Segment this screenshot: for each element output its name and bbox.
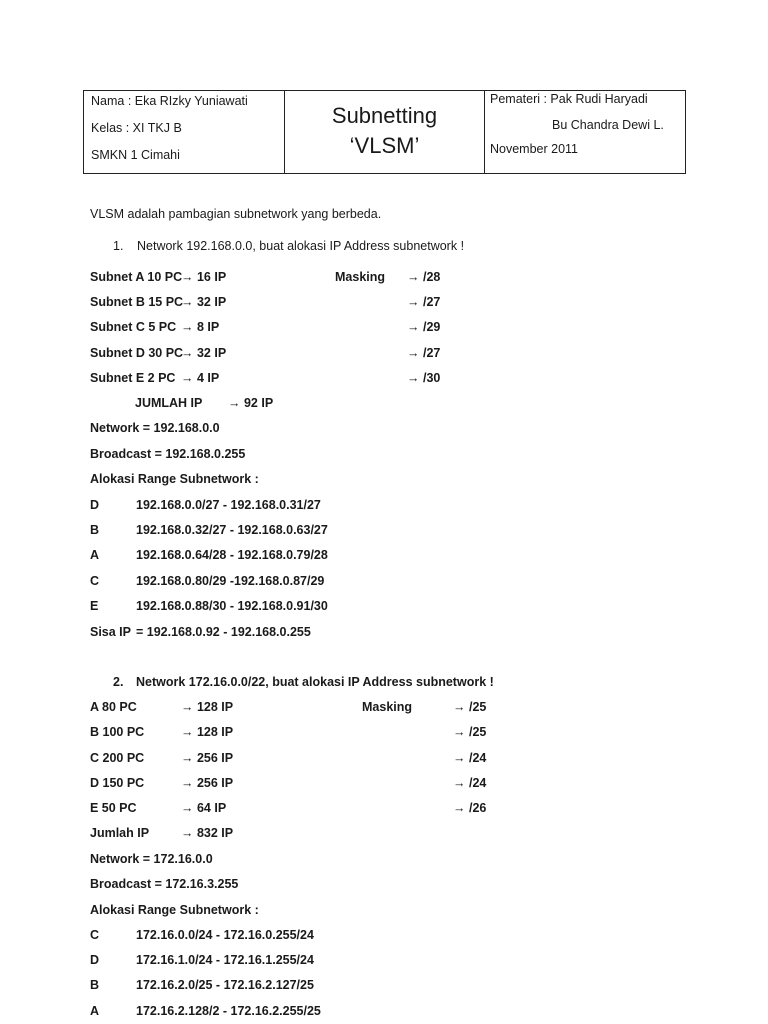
q1-sisa-label: Sisa IP xyxy=(90,625,131,639)
q2-subnet-a-ip: → 128 IP xyxy=(181,700,234,714)
q2-range-id: D xyxy=(90,953,100,967)
q1-range-value: 192.168.0.64/28 - 192.168.0.79/28 xyxy=(136,548,328,562)
student-class: Kelas : XI TKJ B xyxy=(91,121,182,135)
q2-subnet-b-mask: → /25 xyxy=(453,725,487,739)
q1-subnet-d-ip: → 32 IP xyxy=(181,346,227,360)
q2-subnet-a-name: A 80 PC xyxy=(90,700,137,714)
q2-subnet-c-mask: → /24 xyxy=(453,751,487,765)
q1-subnet-a-ip: → 16 IP xyxy=(181,270,227,284)
q1-range-id: B xyxy=(90,523,100,537)
q2-subnet-b-ip: → 128 IP xyxy=(181,725,234,739)
q2-subnet-b-name: B 100 PC xyxy=(90,725,145,739)
q2-network: Network = 172.16.0.0 xyxy=(90,852,213,866)
school-name: SMKN 1 Cimahi xyxy=(91,148,180,162)
q2-subnet-e-name: E 50 PC xyxy=(90,801,137,815)
header-table xyxy=(83,90,686,174)
q1-subnet-c-name: Subnet C 5 PC xyxy=(90,320,177,334)
intro-text: VLSM adalah pambagian subnetwork yang berbeda. xyxy=(90,207,382,221)
q2-alokasi-label: Alokasi Range Subnetwork : xyxy=(90,903,259,917)
q2-subnet-a-mask: → /25 xyxy=(453,700,487,714)
q2-total-label: Jumlah IP xyxy=(90,826,150,840)
q2-range-value: 172.16.1.0/24 - 172.16.1.255/24 xyxy=(136,953,314,967)
q1-subnet-a-mask: → /28 xyxy=(407,270,441,284)
q1-range-id: D xyxy=(90,498,100,512)
q1-subnet-c-mask: → /29 xyxy=(407,320,441,334)
q2-subnet-e-mask: → /26 xyxy=(453,801,487,815)
q2-total-value: → 832 IP xyxy=(181,826,234,840)
q2-subnet-d-ip: → 256 IP xyxy=(181,776,234,790)
q1-range-id: C xyxy=(90,574,100,588)
q1-range-value: 192.168.0.32/27 - 192.168.0.63/27 xyxy=(136,523,328,537)
q1-total-value: → 92 IP xyxy=(228,396,274,410)
document-title: Subnetting xyxy=(331,103,438,128)
student-info-cell xyxy=(84,91,285,173)
q2-subnet-c-name: C 200 PC xyxy=(90,751,145,765)
q2-subnet-d-mask: → /24 xyxy=(453,776,487,790)
q1-network: Network = 192.168.0.0 xyxy=(90,421,220,435)
q1-broadcast: Broadcast = 192.168.0.255 xyxy=(90,447,246,461)
q2-subnet-c-ip: → 256 IP xyxy=(181,751,234,765)
q1-subnet-c-ip: → 8 IP xyxy=(181,320,220,334)
q1-subnet-b-name: Subnet B 15 PC xyxy=(90,295,184,309)
title-cell xyxy=(285,91,485,173)
q2-range-value: 172.16.2.128/2 - 172.16.2.255/25 xyxy=(136,1004,321,1018)
q1-subnet-e-name: Subnet E 2 PC xyxy=(90,371,176,385)
q1-range-id: A xyxy=(90,548,100,562)
q1-sisa-value: = 192.168.0.92 - 192.168.0.255 xyxy=(136,625,311,639)
student-name: Nama : Eka RIzky Yuniawati xyxy=(91,94,248,108)
q2-range-value: 172.16.0.0/24 - 172.16.0.255/24 xyxy=(136,928,314,942)
document-subtitle: ‘VLSM’ xyxy=(349,133,420,158)
presenter-name-2: Bu Chandra Dewi L. xyxy=(552,118,664,132)
q1-number: 1. xyxy=(113,239,124,253)
q1-subnet-a-name: Subnet A 10 PC xyxy=(90,270,183,284)
q2-broadcast: Broadcast = 172.16.3.255 xyxy=(90,877,239,891)
q1-subnet-d-name: Subnet D 30 PC xyxy=(90,346,184,360)
presenter-name: Pemateri : Pak Rudi Haryadi xyxy=(490,92,648,106)
q2-question: Network 172.16.0.0/22, buat alokasi IP Address subnetwork ! xyxy=(136,675,494,689)
q1-subnet-e-mask: → /30 xyxy=(407,371,441,385)
q1-total-label: JUMLAH IP xyxy=(135,396,203,410)
q1-subnet-d-mask: → /27 xyxy=(407,346,441,360)
q1-range-value: 192.168.0.80/29 -192.168.0.87/29 xyxy=(136,574,325,588)
q2-range-id: B xyxy=(90,978,100,992)
q1-alokasi-label: Alokasi Range Subnetwork : xyxy=(90,472,259,486)
q2-range-id: C xyxy=(90,928,100,942)
q2-range-id: A xyxy=(90,1004,100,1018)
q2-masking-label: Masking xyxy=(362,700,413,714)
q1-range-value: 192.168.0.88/30 - 192.168.0.91/30 xyxy=(136,599,328,613)
q2-subnet-d-name: D 150 PC xyxy=(90,776,145,790)
q1-range-value: 192.168.0.0/27 - 192.168.0.31/27 xyxy=(136,498,321,512)
q1-subnet-b-ip: → 32 IP xyxy=(181,295,227,309)
q2-range-value: 172.16.2.0/25 - 172.16.2.127/25 xyxy=(136,978,314,992)
q1-range-id: E xyxy=(90,599,99,613)
q1-question: Network 192.168.0.0, buat alokasi IP Address subnetwork ! xyxy=(137,239,465,253)
q1-subnet-b-mask: → /27 xyxy=(407,295,441,309)
document-date: November 2011 xyxy=(490,142,579,156)
q1-subnet-e-ip: → 4 IP xyxy=(181,371,220,385)
q2-number: 2. xyxy=(113,675,124,689)
q2-subnet-e-ip: → 64 IP xyxy=(181,801,227,815)
q1-masking-label: Masking xyxy=(335,270,386,284)
presenter-cell xyxy=(485,91,685,173)
